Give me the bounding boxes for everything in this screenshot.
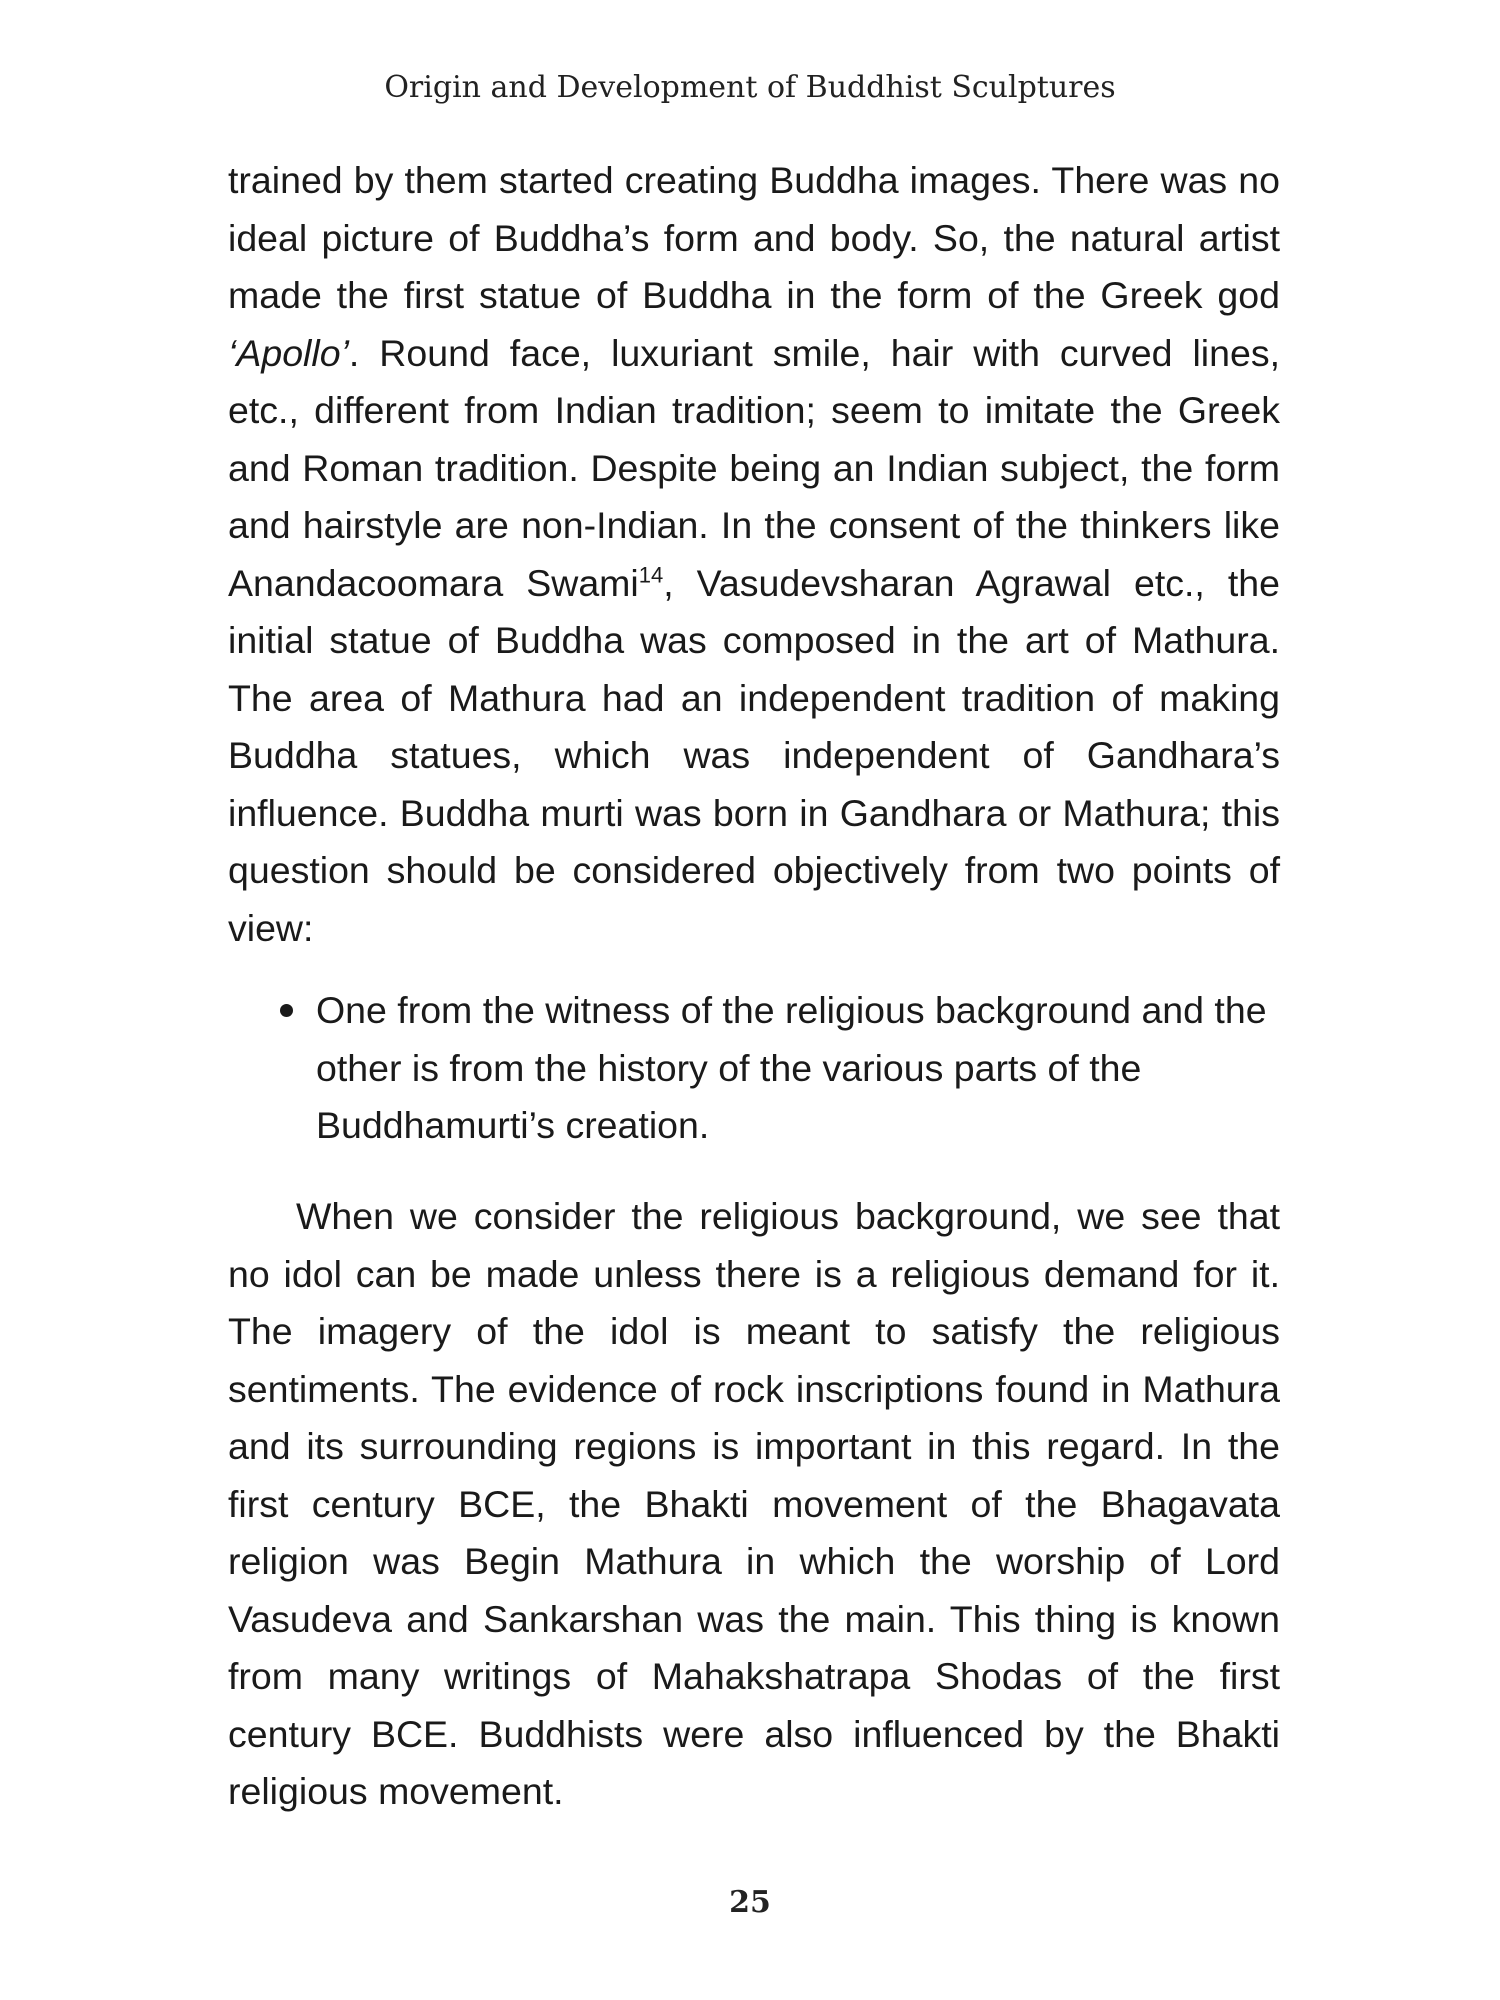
paragraph-1-text-a: trained by them started creating Buddha images. There was no ideal picture of Buddha’s form and body. So, the natural artist made the first statue of Buddha in the form of the Greek god [228, 159, 1280, 316]
bullet-text: One from the witness of the religious background and the other is from the history of the various parts of the Buddhamurti’s creation. [316, 989, 1267, 1146]
apollo-italic: ‘Apollo’ [228, 331, 349, 374]
bullet-list [228, 982, 1280, 1155]
running-head-title: Origin and Development of Buddhist Sculptures [384, 70, 1116, 105]
list-item [228, 982, 1280, 1155]
paragraph-1-text-c: , Vasudevsharan Agrawal etc., the initial statue of Buddha was composed in the art of Mathura. The area of Mathura had an independent tradition of making Buddha statues, which was independent of Gandhara’s influence. Buddha murti was born in Gandhara or Mathura; this question should be considered objectively from two points of view: [228, 561, 1280, 949]
bullet-icon [280, 1004, 293, 1017]
paragraph-1 [228, 152, 1280, 957]
footnote-ref-14[interactable]: 14 [638, 562, 664, 587]
paragraph-2: When we consider the religious background, we see that no idol can be made unless there is a religious demand for it. The imagery of the idol is meant to satisfy the religious sentiments. The evidence of rock inscriptions found in Mathura and its surrounding regions is important in this regard. In the first century BCE, the Bhakti movement of the Bhagavata religion was Begin Mathura in which the worship of Lord Vasudeva and Sankarshan was the main. This thing is known from many writings of Mahakshatrapa Shodas of the first century BCE. Buddhists were also influenced by the Bhakti religious movement. [228, 1195, 1280, 1812]
page-number: 25 [729, 1885, 771, 1920]
paragraph-1-text-b: . Round face, luxuriant smile, hair with curved lines, etc., different from Indian tradition; seem to imitate the Greek and Roman tradition. Despite being an Indian subject, the form and hairstyle are non-Indian. In the consent of the thinkers like Anandacoomara Swami [228, 331, 1280, 604]
